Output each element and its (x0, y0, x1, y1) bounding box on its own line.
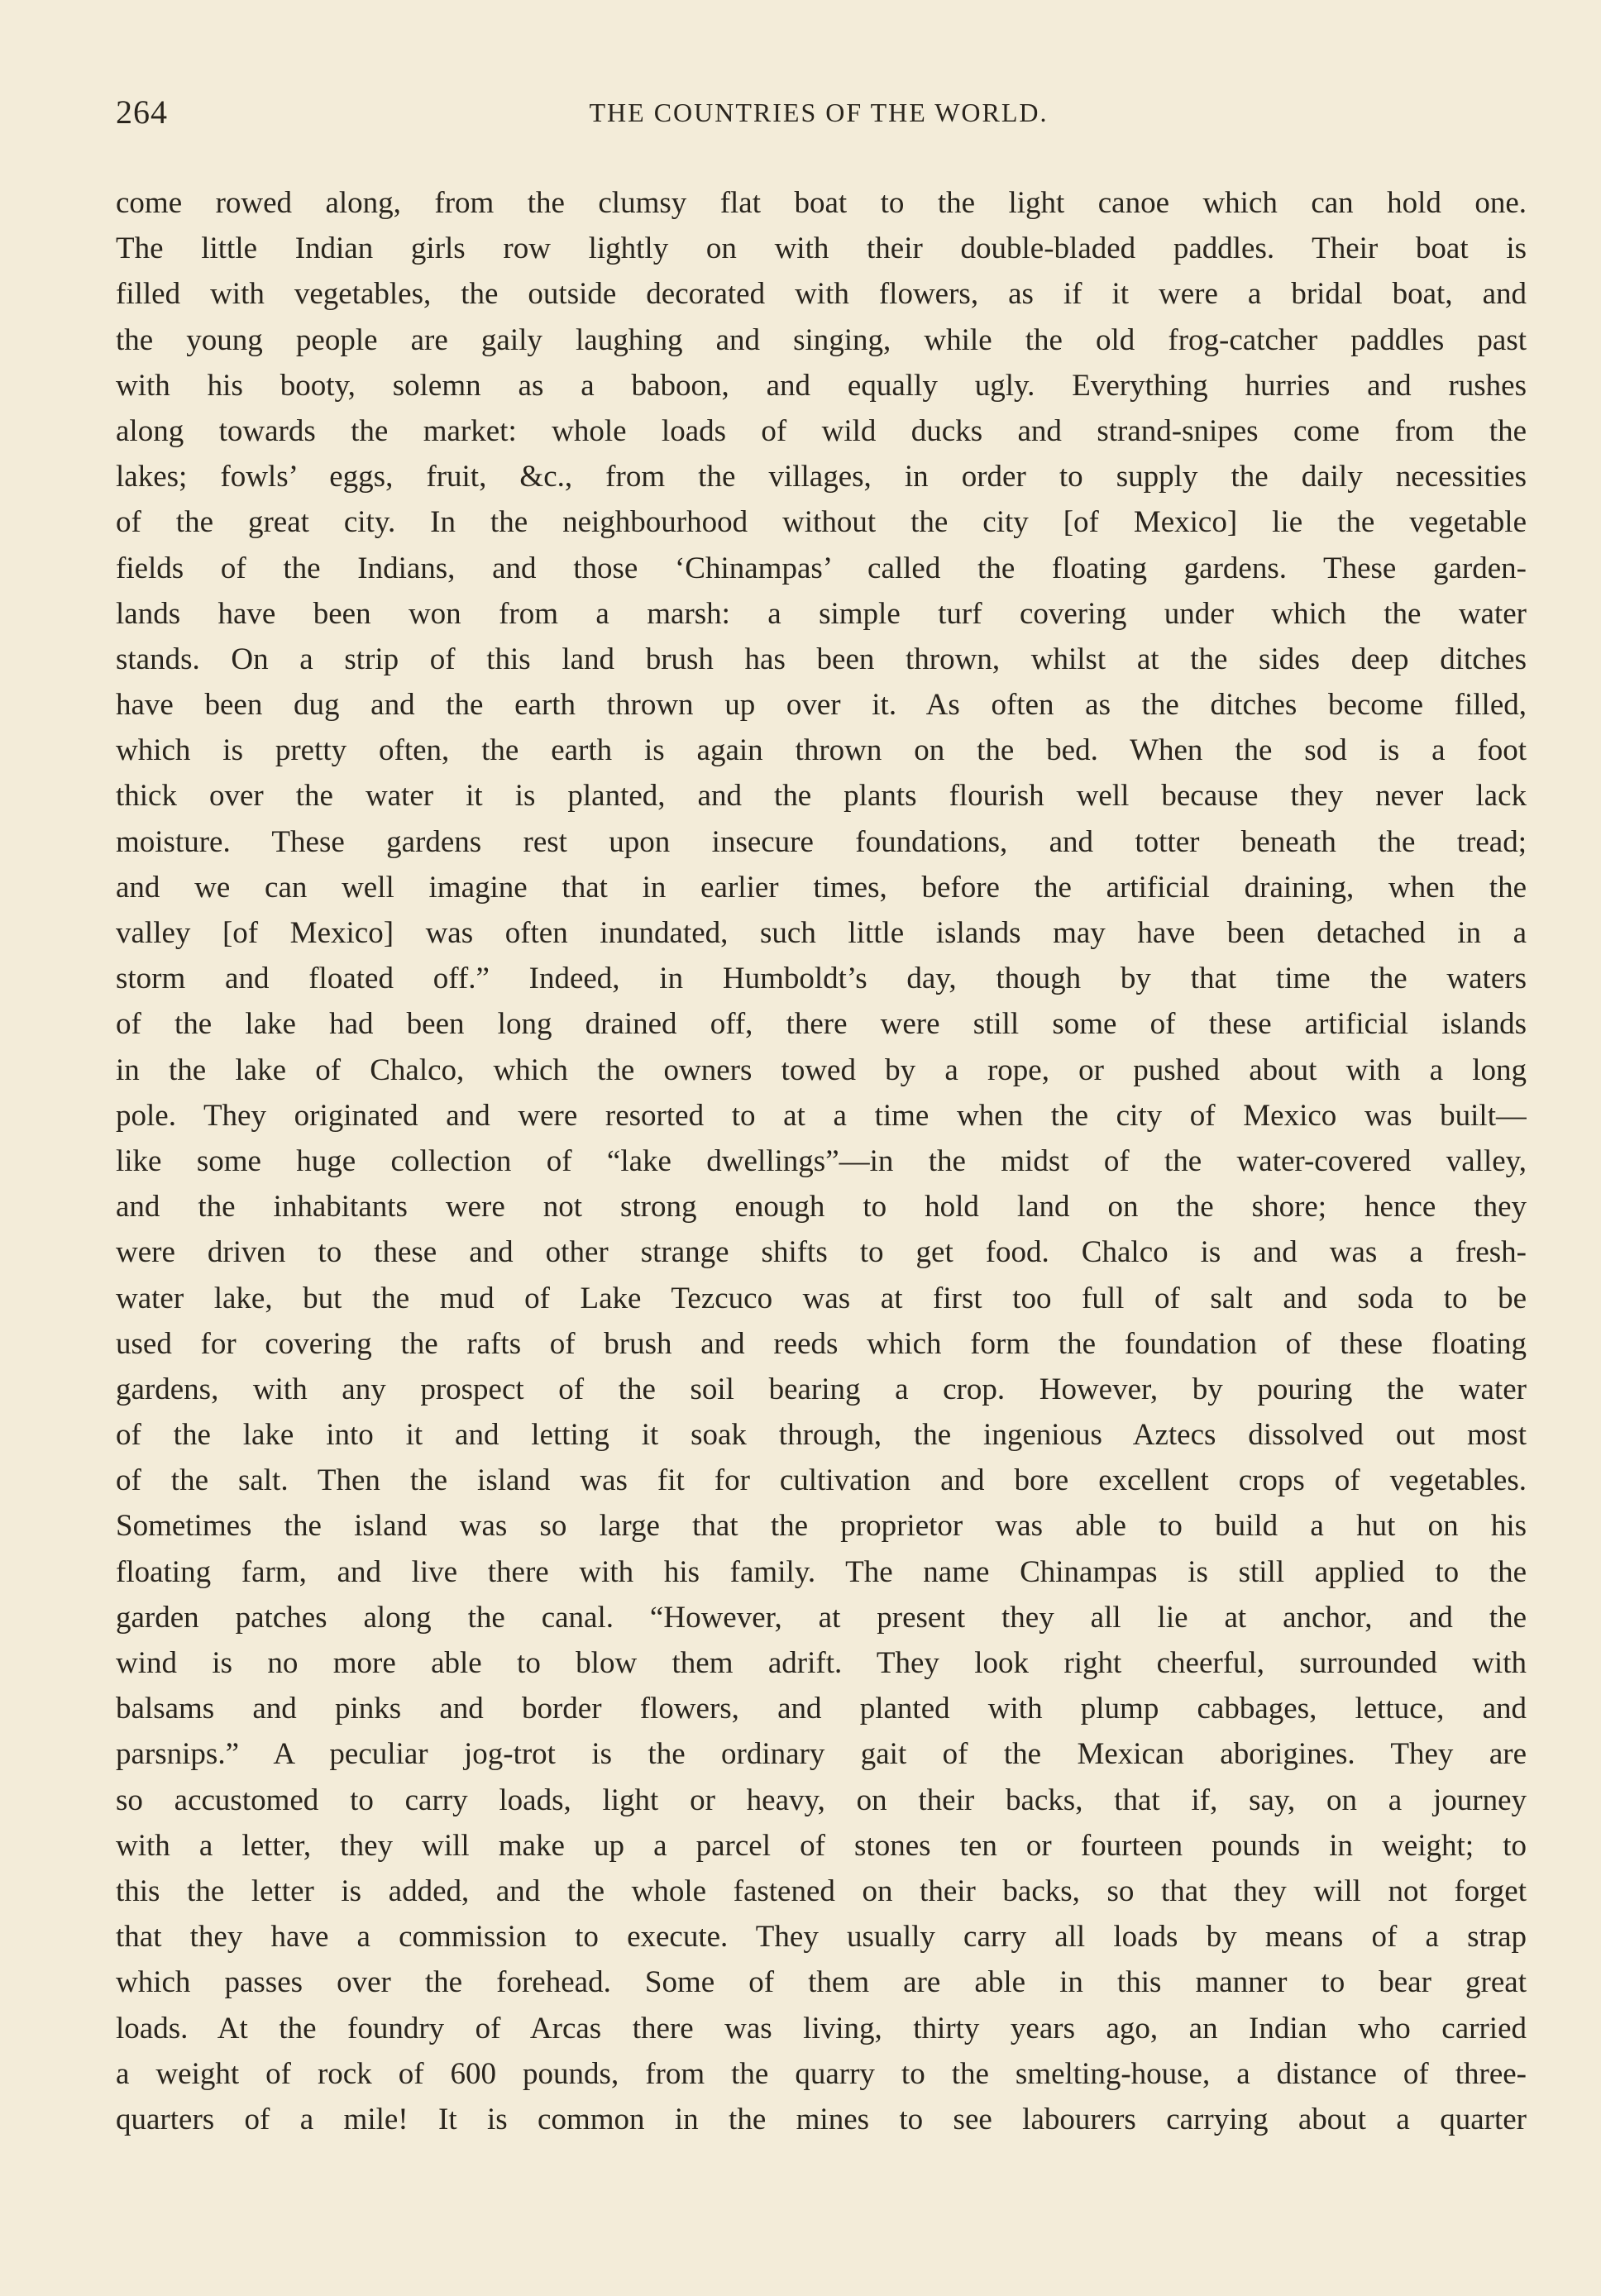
text-line: valley [of Mexico] was often inundated, such little islands may have been detached in a (116, 916, 1527, 950)
text-line: thick over the water it is planted, and the plants flourish well because they never lack (116, 779, 1527, 814)
running-title: THE COUNTRIES OF THE WORLD. (589, 98, 1049, 127)
text-line: of the lake into it and letting it soak through, the ingenious Aztecs dissolved out most (116, 1418, 1527, 1453)
text-line: which passes over the forehead. Some of them are able in this manner to bear great (116, 1965, 1527, 2000)
text-line: along towards the market: whole loads of wild ducks and strand-snipes come from the (116, 413, 1527, 448)
text-line: which is pretty often, the earth is again thrown on the bed. When the sod is a foot (116, 733, 1527, 768)
text-line: in the lake of Chalco, which the owners towed by a rope, or pushed about with a long (116, 1053, 1527, 1087)
text-line: storm and floated off.” Indeed, in Humboldt’s day, though by that time the waters (116, 962, 1527, 996)
text-line: that they have a commission to execute. They usually carry all loads by means of a strap (116, 1920, 1527, 1955)
text-line: floating farm, and live there with his family. The name Chinampas is still applied to the (116, 1554, 1527, 1589)
text-line: of the lake had been long drained off, there were still some of these artificial islands (116, 1007, 1527, 1042)
text-line: wind is no more able to blow them adrift. They look right cheerful, surrounded with (116, 1646, 1527, 1680)
text-line: garden patches along the canal. “However, at present they all lie at anchor, and the (116, 1600, 1527, 1635)
text-line: so accustomed to carry loads, light or heavy, on their backs, that if, say, on a journey (116, 1783, 1527, 1817)
text-line: have been dug and the earth thrown up over it. As often as the ditches become filled, (116, 688, 1527, 723)
text-line: with his booty, solemn as a baboon, and equally ugly. Everything hurries and rushes (116, 368, 1527, 403)
text-line: come rowed along, from the clumsy flat boat to the light canoe which can hold one. (116, 186, 1527, 220)
text-line: balsams and pinks and border flowers, and planted with plump cabbages, lettuce, and (116, 1692, 1527, 1726)
text-line: with a letter, they will make up a parcel of stones ten or fourteen pounds in weight; to (116, 1828, 1527, 1863)
text-line: this the letter is added, and the whole fastened on their backs, so that they will not forget (116, 1874, 1527, 1908)
text-line: Sometimes the island was so large that the proprietor was able to build a hut on his (116, 1509, 1527, 1544)
text-line: loads. At the foundry of Arcas there was living, thirty years ago, an Indian who carried (116, 2011, 1527, 2045)
text-line: like some huge collection of “lake dwellings”—in the midst of the water-covered valley, (116, 1143, 1527, 1178)
text-line: gardens, with any prospect of the soil bearing a crop. However, by pouring the water (116, 1372, 1527, 1406)
text-line: used for covering the rafts of brush and reeds which form the foundation of these floating (116, 1326, 1527, 1361)
text-line: The little Indian girls row lightly on with their double-bladed paddles. Their boat is (116, 232, 1527, 266)
text-line: parsnips.” A peculiar jog-trot is the ordinary gait of the Mexican aborigines. They are (116, 1737, 1527, 1772)
text-line: lands have been won from a marsh: a simple turf covering under which the water (116, 596, 1527, 631)
text-line: of the salt. Then the island was fit for cultivation and bore excellent crops of vegetables. (116, 1463, 1527, 1498)
text-line: pole. They originated and were resorted to at a time when the city of Mexico was built— (116, 1098, 1527, 1133)
page-number: 264 (116, 93, 168, 131)
text-line: and we can well imagine that in earlier times, before the artificial draining, when the (116, 870, 1527, 905)
text-line: were driven to these and other strange shifts to get food. Chalco is and was a fresh- (116, 1235, 1527, 1270)
text-line: and the inhabitants were not strong enough to hold land on the shore; hence they (116, 1190, 1527, 1224)
text-line: quarters of a mile! It is common in the mines to see labourers carrying about a quarter (116, 2102, 1527, 2136)
text-line: stands. On a strip of this land brush has been thrown, whilst at the sides deep ditches (116, 642, 1527, 676)
text-line: the young people are gaily laughing and singing, while the old frog-catcher paddles past (116, 322, 1527, 357)
body-text (116, 180, 1527, 2142)
text-line: lakes; fowls’ eggs, fruit, &c., from the villages, in order to supply the daily necessities (116, 460, 1527, 494)
text-line: filled with vegetables, the outside decorated with flowers, as if it were a bridal boat, and (116, 277, 1527, 312)
text-line: fields of the Indians, and those ‘Chinampas’ called the floating gardens. These garden- (116, 551, 1527, 585)
text-line: a weight of rock of 600 pounds, from the quarry to the smelting-house, a distance of three- (116, 2056, 1527, 2091)
text-line: moisture. These gardens rest upon insecure foundations, and totter beneath the tread; (116, 824, 1527, 859)
text-line: of the great city. In the neighbourhood without the city [of Mexico] lie the vegetable (116, 505, 1527, 540)
text-line: water lake, but the mud of Lake Tezcuco was at first too full of salt and soda to be (116, 1281, 1527, 1315)
page-header (116, 93, 1522, 142)
